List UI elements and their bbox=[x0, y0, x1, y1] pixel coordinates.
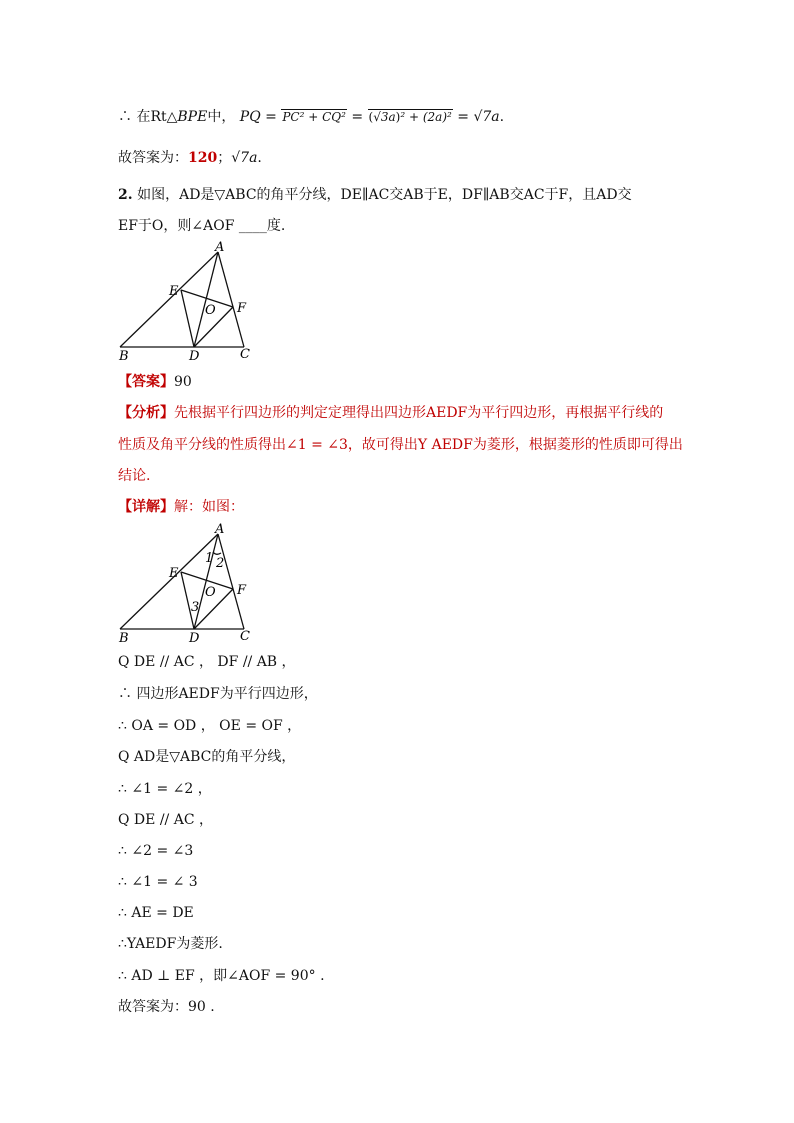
answer-line bbox=[118, 372, 192, 392]
prev-sqrt2-a: √3a bbox=[373, 110, 396, 124]
label-a: A bbox=[215, 240, 225, 255]
prev-solution-line bbox=[118, 107, 504, 127]
problem-text-1: 如图，AD是▽ABC的角平分线，DE∥AC交AB于E，DF∥AB交AC于F，且AD交 bbox=[137, 187, 632, 203]
angle-arc-12 bbox=[213, 552, 221, 554]
prev-end: . bbox=[499, 109, 505, 125]
analysis-text-2: 性质及角平分线的性质得出∠1 = ∠3，故可得出Y AEDF为菱形，根据菱形的性质即可得出 bbox=[118, 437, 683, 453]
therefore-symbol: ∴ bbox=[118, 109, 132, 125]
prev-answer-end: . bbox=[257, 150, 262, 166]
prev-triangle: BPE bbox=[177, 109, 208, 125]
solution-step: Q AD是▽ABC的角平分线， bbox=[118, 749, 296, 765]
segment-ad bbox=[194, 252, 218, 347]
label-angle-3: 3 bbox=[191, 600, 200, 615]
label-f: F bbox=[237, 301, 247, 316]
label-f-2: F bbox=[237, 583, 247, 598]
label-c-2: C bbox=[240, 629, 250, 644]
solution-step: ∴ AD ⊥ EF ，即∠AOF = 90° . bbox=[118, 968, 325, 984]
analysis-line-3 bbox=[118, 466, 150, 486]
solution-step: ∴ ∠2 = ∠3 bbox=[118, 843, 194, 859]
prev-answer-line bbox=[118, 148, 262, 168]
label-e-2: E bbox=[169, 566, 179, 581]
analysis-line-2 bbox=[118, 435, 683, 455]
label-e: E bbox=[169, 284, 179, 299]
problem-line-1 bbox=[118, 185, 632, 205]
analysis-text-1: 先根据平行四边形的判定定理得出四边形AEDF为平行四边形，再根据平行线的 bbox=[174, 405, 664, 421]
segment-ab bbox=[120, 252, 218, 347]
detail-text: 解：如图： bbox=[174, 499, 244, 515]
problem-text-2: EF于O，则∠AOF ____度. bbox=[118, 218, 286, 234]
solution-step: ∴ ∠1 = ∠ 3 bbox=[118, 874, 198, 890]
prev-mid: 中， bbox=[207, 109, 236, 125]
solution-step: ∴ ∠1 = ∠2 ， bbox=[118, 781, 212, 797]
label-a-2: A bbox=[215, 522, 225, 537]
prev-sqrt1: PC² + CQ² bbox=[282, 110, 346, 124]
prev-eq2: = bbox=[452, 109, 474, 125]
prev-answer-label: 故答案为： bbox=[118, 150, 188, 166]
segment-de bbox=[181, 290, 194, 347]
label-b: B bbox=[119, 349, 129, 364]
prev-eq: = bbox=[346, 109, 368, 125]
solution-step: Q DE // AC ， bbox=[118, 812, 213, 828]
label-o-2: O bbox=[205, 585, 216, 600]
label-o: O bbox=[205, 303, 216, 318]
prev-answer-sep: ； bbox=[217, 150, 232, 166]
solution-step: 故答案为：90 . bbox=[118, 999, 215, 1015]
segment-ac-2 bbox=[218, 534, 244, 629]
prev-lhs: PQ = bbox=[239, 109, 282, 125]
prev-answer-value2: √7a bbox=[231, 150, 258, 166]
prev-prefix: 在Rt△ bbox=[136, 109, 178, 125]
prev-answer-value1: 120 bbox=[188, 150, 218, 166]
prev-sqrt2: (√3a)² + (2a)² bbox=[368, 110, 452, 124]
geometry-figure-1 bbox=[110, 240, 280, 365]
solution-step: Q DE // AC ， DF // AB ， bbox=[118, 654, 296, 670]
solution-step: ∴ OA = OD ， OE = OF ， bbox=[118, 718, 302, 734]
segment-ac bbox=[218, 252, 244, 347]
problem-number: 2. bbox=[118, 187, 133, 203]
analysis-line-1 bbox=[118, 403, 663, 423]
label-d-2: D bbox=[189, 631, 200, 646]
solution-step: ∴ 四边形AEDF为平行四边形， bbox=[118, 686, 318, 702]
detail-line bbox=[118, 497, 244, 517]
analysis-tag: 【分析】 bbox=[118, 405, 174, 421]
solution-step: ∴ AE = DE bbox=[118, 905, 194, 921]
label-c: C bbox=[240, 347, 250, 362]
answer-tag: 【答案】 bbox=[118, 374, 174, 390]
problem-line-2 bbox=[118, 216, 285, 236]
prev-sqrt2-mid: ² + (2a)² bbox=[400, 110, 452, 124]
detail-tag: 【详解】 bbox=[118, 499, 174, 515]
label-angle-2: 2 bbox=[216, 556, 225, 571]
prev-result: √7a bbox=[473, 109, 500, 125]
segment-ab-2 bbox=[120, 534, 218, 629]
label-b-2: B bbox=[119, 631, 129, 646]
solution-step: ∴YAEDF为菱形. bbox=[118, 936, 223, 952]
label-d: D bbox=[189, 349, 200, 364]
geometry-figure-2 bbox=[110, 522, 280, 647]
analysis-text-3: 结论. bbox=[118, 468, 151, 484]
label-angle-1: 1 bbox=[205, 551, 214, 566]
answer-value: 90 bbox=[174, 374, 192, 390]
